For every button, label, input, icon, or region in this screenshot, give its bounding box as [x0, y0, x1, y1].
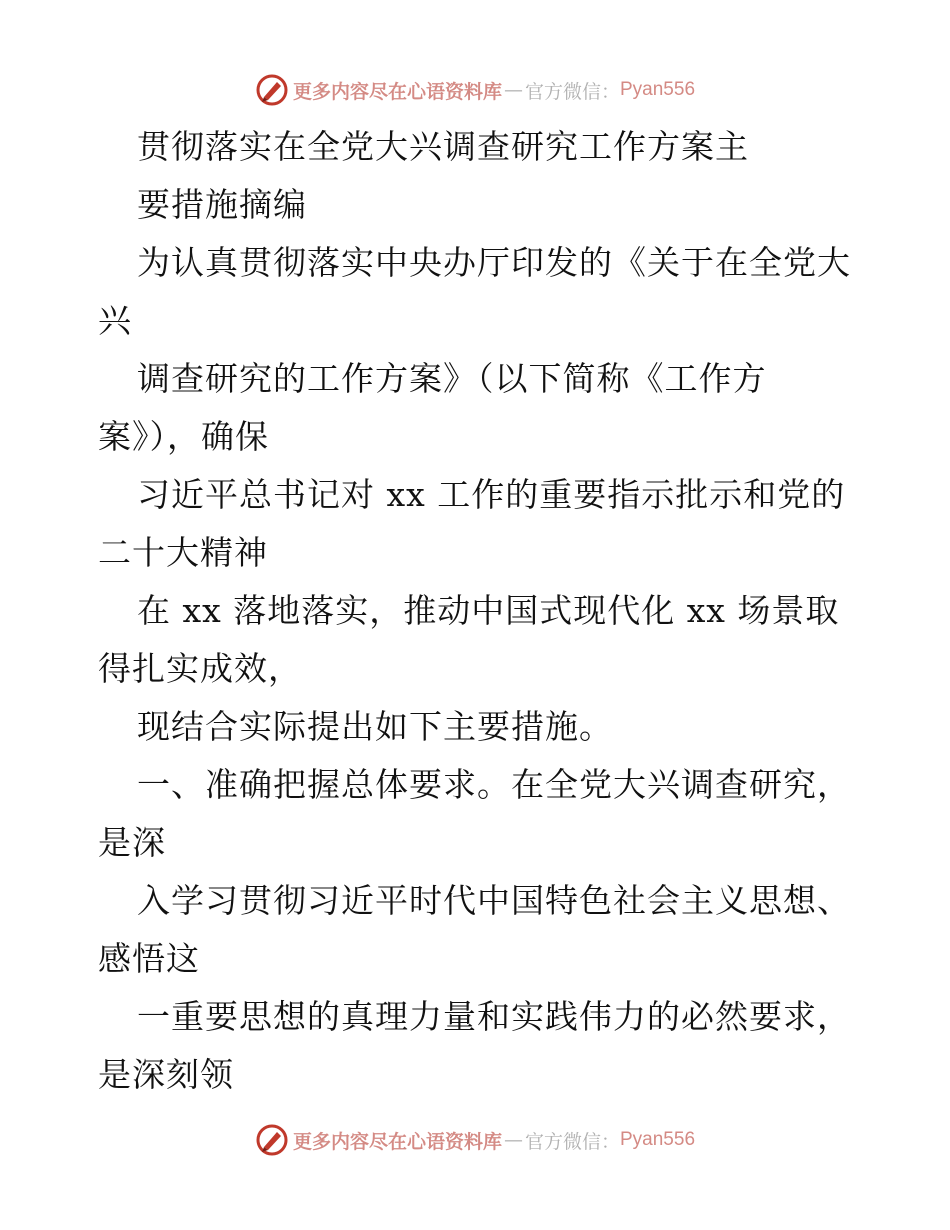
- pen-logo-icon: [255, 73, 289, 107]
- text-line: 调查研究的工作方案》（以下简称《工作方: [137, 359, 767, 398]
- footer-watermark: [0, 1120, 950, 1160]
- watermark-label: 官方微信：: [524, 80, 620, 103]
- text-line: 习近平总书记对 xx 工作的重要指示批示和党的: [137, 475, 846, 514]
- text-line: 入学习贯彻习近平时代中国特色社会主义思想、: [137, 881, 851, 920]
- text-line: 兴: [98, 301, 132, 340]
- pen-logo-icon: [255, 1123, 289, 1157]
- text-line: 是深刻领: [98, 1055, 234, 1094]
- text-line: 案》），确保: [98, 417, 269, 456]
- text-line: 要措施摘编: [137, 185, 307, 224]
- header-watermark: [0, 70, 950, 110]
- watermark-id: Pyan556: [620, 1129, 696, 1150]
- text-line: 贯彻落实在全党大兴调查研究工作方案主: [137, 127, 749, 166]
- watermark-separator: —: [503, 1129, 523, 1151]
- text-line: 为认真贯彻落实中央办厅印发的《关于在全党大: [137, 243, 851, 282]
- watermark-brand: 更多内容尽在心语资料库: [292, 1130, 502, 1153]
- text-line: 一、准确把握总体要求。在全党大兴调查研究，: [137, 765, 851, 804]
- watermark-label: 官方微信：: [524, 1130, 620, 1153]
- text-line: 现结合实际提出如下主要措施。: [137, 707, 613, 746]
- document-body: [0, 118, 950, 1104]
- watermark-brand: 更多内容尽在心语资料库: [292, 80, 502, 103]
- text-line: 一重要思想的真理力量和实践伟力的必然要求，: [137, 997, 851, 1036]
- text-line: 二十大精神: [98, 533, 268, 572]
- watermark-id: Pyan556: [620, 79, 696, 100]
- watermark-separator: —: [503, 79, 523, 101]
- text-line: 得扎实成效，: [98, 649, 302, 688]
- text-line: 是深: [98, 823, 166, 862]
- text-line: 感悟这: [98, 939, 200, 978]
- text-line: 在 xx 落地落实，推动中国式现代化 xx 场景取: [137, 591, 840, 630]
